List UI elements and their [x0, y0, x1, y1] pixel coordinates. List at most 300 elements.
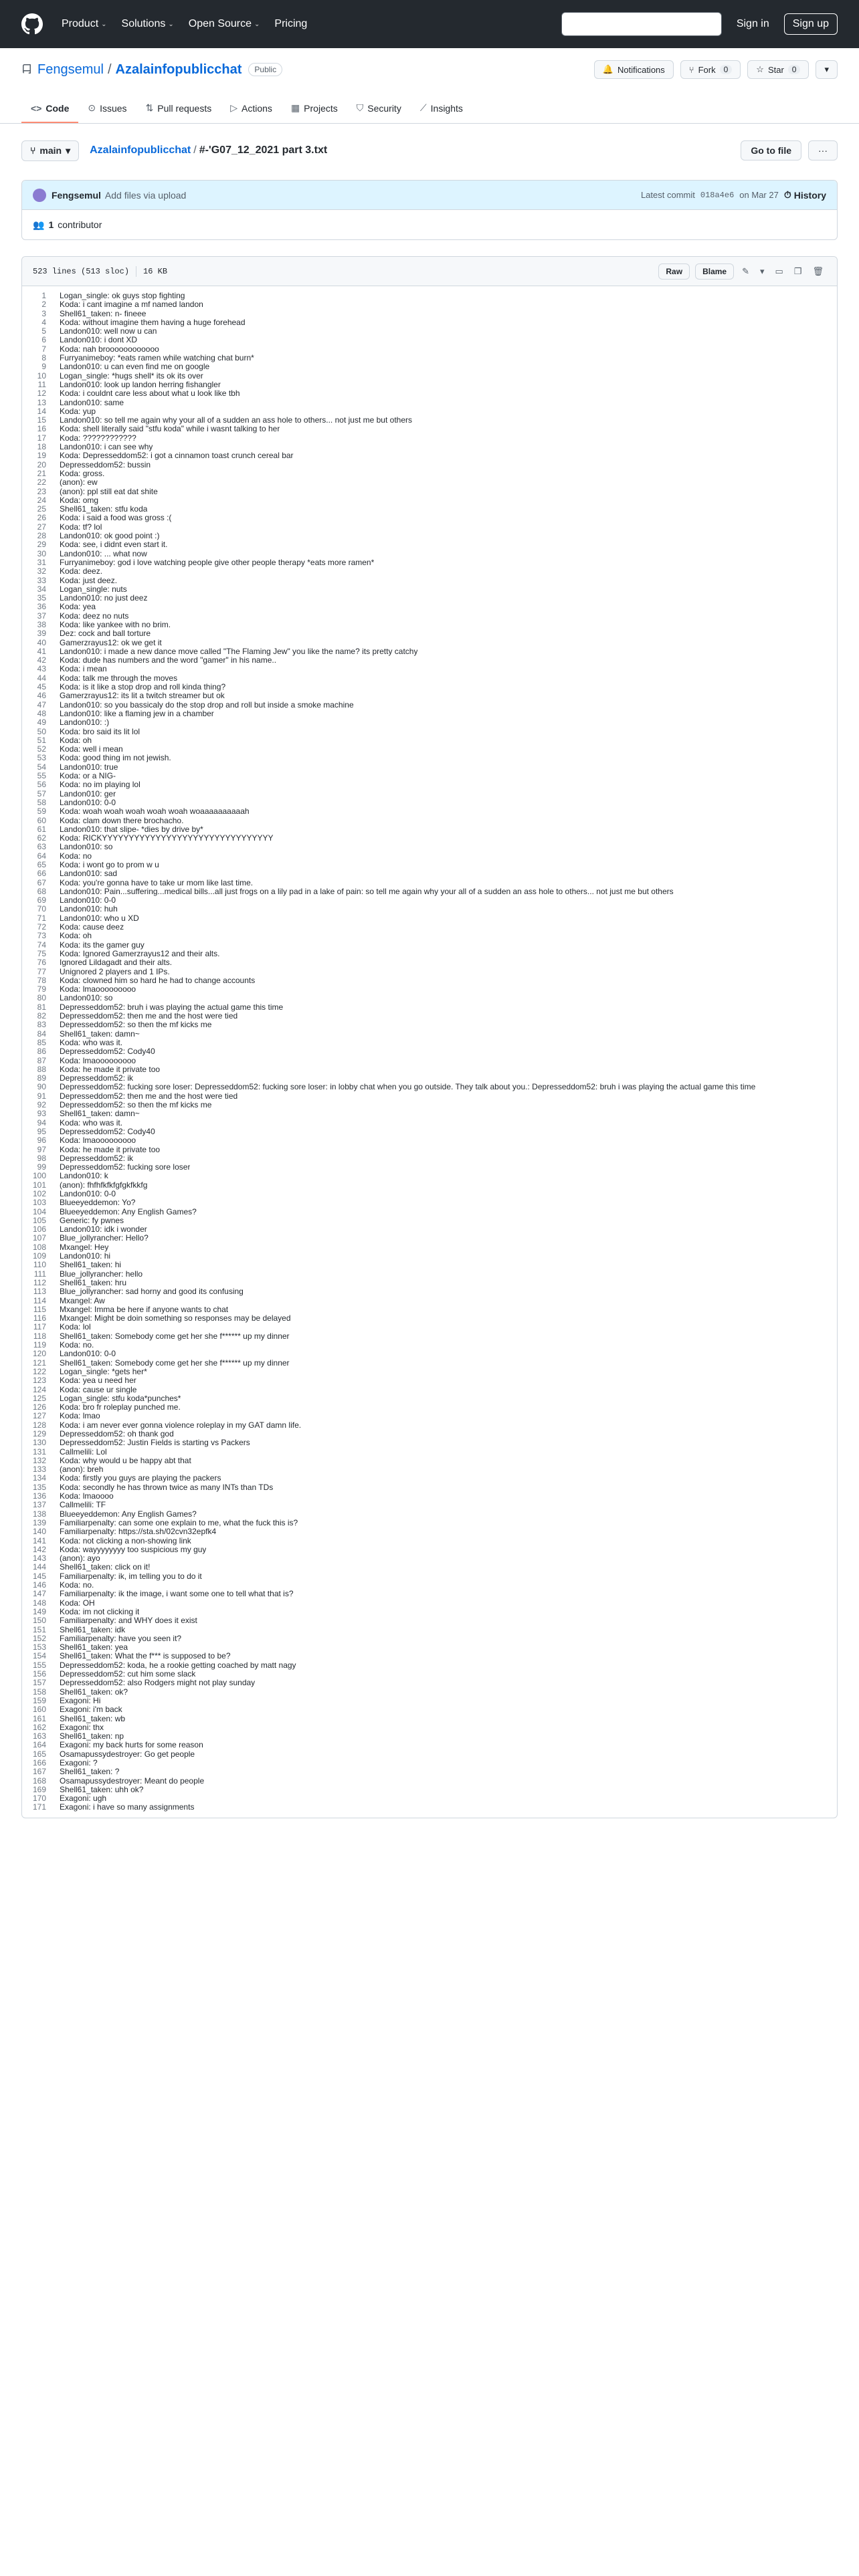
line-number[interactable]: 110 — [33, 1260, 46, 1270]
line-number[interactable]: 166 — [32, 1757, 46, 1767]
line-number[interactable]: 41 — [37, 646, 46, 656]
tab-pull-requests[interactable] — [136, 102, 221, 123]
line-number[interactable]: 59 — [37, 807, 46, 817]
line-number[interactable]: 131 — [32, 1446, 46, 1457]
line-number[interactable]: 150 — [32, 1616, 46, 1626]
go-to-file-button[interactable]: Go to file — [741, 140, 801, 160]
raw-button[interactable]: Raw — [658, 263, 690, 280]
line-number[interactable]: 50 — [37, 726, 46, 736]
line-number[interactable]: 77 — [37, 966, 46, 976]
line-number[interactable]: 98 — [37, 1153, 46, 1163]
line-number[interactable]: 142 — [32, 1544, 46, 1554]
line-text: Blueeyeddemon: Any English Games? — [60, 1207, 197, 1216]
line-number[interactable]: 149 — [32, 1606, 46, 1616]
line-number[interactable]: 75 — [37, 948, 46, 958]
code-line — [22, 1527, 837, 1536]
line-number[interactable]: 73 — [37, 931, 46, 941]
line-number[interactable]: 153 — [32, 1642, 46, 1652]
line-text: Koda: deez. — [60, 567, 103, 576]
line-number[interactable]: 159 — [32, 1695, 46, 1705]
line-number[interactable]: 123 — [32, 1376, 46, 1386]
line-number[interactable]: 107 — [32, 1233, 46, 1243]
code-line — [22, 1430, 837, 1438]
line-number[interactable]: 105 — [32, 1215, 46, 1225]
line-number[interactable]: 122 — [32, 1366, 46, 1376]
code-line — [22, 558, 837, 567]
line-number[interactable]: 140 — [32, 1527, 46, 1537]
commit-sha-link[interactable]: 018a4e6 — [700, 190, 735, 200]
line-number[interactable]: 144 — [32, 1562, 46, 1572]
line-number[interactable]: 21 — [37, 468, 46, 478]
code-line — [22, 1777, 837, 1786]
line-number[interactable]: 20 — [37, 459, 46, 469]
notifications-label: Notifications — [617, 64, 665, 75]
line-number[interactable]: 114 — [33, 1295, 46, 1305]
line-number[interactable]: 71 — [37, 913, 46, 923]
repo-separator: / — [107, 62, 112, 77]
tab-code[interactable] — [21, 103, 78, 123]
line-number[interactable]: 83 — [37, 1020, 46, 1030]
line-text: Landon010: 0-0 — [60, 896, 116, 905]
code-line — [22, 1616, 837, 1625]
line-number[interactable]: 132 — [32, 1455, 46, 1465]
line-number[interactable]: 79 — [37, 984, 46, 994]
code-line — [22, 1421, 837, 1430]
line-number[interactable]: 6 — [41, 335, 46, 345]
code-line — [22, 1021, 837, 1029]
line-number[interactable]: 104 — [32, 1206, 46, 1216]
line-text: Koda: oh — [60, 932, 92, 941]
line-number[interactable]: 72 — [37, 922, 46, 932]
line-number[interactable]: 125 — [32, 1393, 46, 1403]
line-number[interactable]: 160 — [32, 1705, 46, 1715]
line-number[interactable]: 90 — [37, 1082, 46, 1092]
line-number[interactable]: 119 — [33, 1340, 46, 1350]
line-number[interactable]: 101 — [32, 1180, 46, 1190]
line-number[interactable]: 14 — [37, 406, 46, 416]
notifications-button[interactable] — [594, 60, 674, 79]
line-number[interactable]: 92 — [37, 1100, 46, 1110]
line-number[interactable]: 31 — [37, 557, 46, 567]
history-link[interactable] — [784, 189, 826, 201]
code-line — [22, 718, 837, 727]
line-number[interactable]: 136 — [32, 1491, 46, 1501]
line-number[interactable]: 56 — [37, 780, 46, 790]
code-line — [22, 1537, 837, 1545]
line-number[interactable]: 81 — [37, 1002, 46, 1012]
line-number[interactable]: 117 — [33, 1322, 46, 1332]
line-number[interactable]: 128 — [32, 1420, 46, 1430]
code-line — [22, 994, 837, 1002]
line-text: Koda: i mean — [60, 665, 107, 674]
tab-projects-label: Projects — [304, 102, 338, 114]
line-number[interactable]: 148 — [32, 1598, 46, 1608]
line-number[interactable]: 13 — [37, 397, 46, 407]
branch-selector[interactable] — [21, 140, 79, 161]
line-number[interactable]: 28 — [37, 531, 46, 541]
line-number[interactable]: 146 — [32, 1580, 46, 1590]
line-number[interactable]: 10 — [37, 370, 46, 381]
line-number[interactable]: 17 — [37, 433, 46, 443]
contributors-count[interactable]: 1 — [48, 219, 54, 230]
line-number[interactable]: 8 — [41, 353, 46, 363]
line-number[interactable]: 89 — [37, 1073, 46, 1083]
more-options-button[interactable]: ··· — [808, 140, 838, 160]
line-number[interactable]: 51 — [37, 735, 46, 745]
line-number[interactable]: 162 — [32, 1722, 46, 1732]
line-text: Shell61_taken: np — [60, 1732, 124, 1741]
line-number[interactable]: 94 — [37, 1117, 46, 1128]
sign-in-link[interactable]: Sign in — [736, 18, 769, 29]
line-number[interactable]: 43 — [37, 664, 46, 674]
line-number[interactable]: 143 — [32, 1553, 46, 1564]
line-number[interactable]: 151 — [32, 1624, 46, 1634]
line-number[interactable]: 76 — [37, 958, 46, 968]
line-text: Landon010: look up landon herring fishangler — [60, 380, 221, 389]
line-number[interactable]: 97 — [37, 1144, 46, 1154]
code-line — [22, 1065, 837, 1074]
line-number[interactable]: 95 — [37, 1126, 46, 1136]
line-number[interactable]: 155 — [32, 1660, 46, 1670]
tab-actions[interactable] — [221, 102, 282, 123]
repo-owner-link[interactable]: Fengsemul — [37, 62, 104, 77]
tab-security[interactable] — [347, 102, 411, 123]
line-text: Mxangel: Hey — [60, 1243, 109, 1252]
line-text: Koda: Depresseddom52: i got a cinnamon toast crunch cereal bar — [60, 451, 294, 461]
line-number[interactable]: 36 — [37, 602, 46, 612]
line-text: Exagoni: i have so many assignments — [60, 1803, 195, 1812]
file-content — [22, 286, 837, 1818]
line-number[interactable]: 61 — [37, 824, 46, 834]
line-number[interactable]: 111 — [33, 1269, 46, 1279]
line-number[interactable]: 53 — [37, 753, 46, 763]
line-number[interactable]: 145 — [32, 1571, 46, 1581]
line-text: Shell61_taken: ? — [60, 1767, 120, 1777]
code-line — [22, 1394, 837, 1403]
history-label: History — [793, 189, 826, 201]
line-text: Depresseddom52: Justin Fields is starting vs Packers — [60, 1438, 250, 1448]
trash-icon[interactable]: 🗑 — [812, 265, 824, 276]
line-number[interactable]: 157 — [32, 1678, 46, 1688]
code-line — [22, 540, 837, 549]
code-line — [22, 1386, 837, 1394]
line-number[interactable]: 108 — [32, 1242, 46, 1252]
line-number[interactable]: 99 — [37, 1162, 46, 1172]
line-text: Mxangel: Might be doin something so responses may be delayed — [60, 1314, 291, 1323]
line-number[interactable]: 102 — [32, 1188, 46, 1198]
line-number[interactable]: 64 — [37, 851, 46, 861]
line-number[interactable]: 161 — [32, 1713, 46, 1723]
line-number[interactable]: 171 — [32, 1802, 46, 1812]
line-number[interactable]: 38 — [37, 619, 46, 629]
line-number[interactable]: 126 — [32, 1402, 46, 1412]
line-text: Familiarpenalty: can some one explain to me, what the fuck this is? — [60, 1518, 298, 1527]
line-number[interactable]: 138 — [32, 1509, 46, 1519]
line-number[interactable]: 39 — [37, 629, 46, 639]
line-number[interactable]: 33 — [37, 575, 46, 585]
file-toolbar — [658, 263, 826, 280]
line-number[interactable]: 15 — [37, 415, 46, 425]
line-number[interactable]: 5 — [41, 326, 46, 336]
line-number[interactable]: 55 — [37, 771, 46, 781]
line-text: Shell61_taken: Somebody come get her she f****** up my dinner — [60, 1331, 290, 1341]
repo-name-link[interactable]: Azalainfopublicchat — [115, 62, 242, 77]
people-icon: 👥 — [33, 219, 45, 230]
line-number[interactable]: 84 — [37, 1029, 46, 1039]
code-line — [22, 905, 837, 914]
line-number[interactable]: 115 — [33, 1304, 46, 1314]
line-number[interactable]: 26 — [37, 513, 46, 523]
line-number[interactable]: 46 — [37, 691, 46, 701]
line-number[interactable]: 129 — [32, 1429, 46, 1438]
line-text: Landon010: i can see why — [60, 443, 153, 452]
line-number[interactable]: 152 — [32, 1633, 46, 1643]
line-text: Logan_single: stfu koda*punches* — [60, 1394, 181, 1403]
code-line — [22, 1332, 837, 1341]
line-number[interactable]: 133 — [32, 1465, 46, 1475]
line-number[interactable]: 163 — [32, 1731, 46, 1741]
line-number[interactable]: 88 — [37, 1064, 46, 1074]
code-line — [22, 1030, 837, 1039]
global-header — [0, 0, 859, 48]
code-line — [22, 1794, 837, 1803]
line-number[interactable]: 137 — [32, 1500, 46, 1510]
line-text: Logan_single: ok guys stop fighting — [60, 292, 185, 300]
line-number[interactable]: 154 — [32, 1651, 46, 1661]
line-number[interactable]: 103 — [32, 1198, 46, 1208]
line-number[interactable]: 91 — [37, 1091, 46, 1101]
line-text: Koda: deez no nuts — [60, 611, 129, 621]
code-line — [22, 389, 837, 398]
line-text: Landon010: idk i wonder — [60, 1225, 147, 1235]
path-actions — [741, 140, 838, 160]
code-line — [22, 381, 837, 389]
line-number[interactable]: 45 — [37, 682, 46, 692]
line-number[interactable]: 67 — [37, 877, 46, 887]
line-text: Landon010: same — [60, 398, 124, 407]
line-number[interactable]: 18 — [37, 442, 46, 452]
nav-product[interactable] — [62, 18, 107, 30]
line-number[interactable]: 169 — [32, 1784, 46, 1794]
copy-icon[interactable]: ❐ — [793, 265, 802, 276]
line-text: Koda: is it like a stop drop and roll kinda thing? — [60, 683, 226, 692]
line-number[interactable]: 37 — [37, 611, 46, 621]
line-number[interactable]: 158 — [32, 1687, 46, 1697]
github-logo-icon[interactable] — [21, 13, 43, 35]
chevron-down-icon: ▾ — [824, 64, 829, 74]
line-number[interactable]: 86 — [37, 1047, 46, 1057]
line-number[interactable]: 85 — [37, 1037, 46, 1047]
line-number[interactable]: 29 — [37, 540, 46, 550]
line-number[interactable]: 49 — [37, 718, 46, 728]
line-number[interactable]: 7 — [41, 344, 46, 354]
line-number[interactable]: 16 — [37, 424, 46, 434]
file-size: 16 KB — [143, 266, 168, 276]
line-text: Depresseddom52: Cody40 — [60, 1127, 155, 1136]
line-number[interactable]: 70 — [37, 904, 46, 914]
line-number[interactable]: 4 — [41, 317, 46, 327]
line-number[interactable]: 120 — [32, 1349, 46, 1359]
line-number[interactable]: 54 — [37, 762, 46, 772]
line-number[interactable]: 168 — [32, 1776, 46, 1786]
line-text: Shell61_taken: hru — [60, 1278, 127, 1287]
line-text: Koda: or a NIG- — [60, 772, 116, 781]
nav-open-source-label: Open Source — [188, 18, 252, 29]
line-text: Koda: lmaooooooooo — [60, 985, 136, 994]
line-number[interactable]: 11 — [37, 379, 46, 389]
line-text: Koda: RICKYYYYYYYYYYYYYYYYYYYYYYYYYYYYYYYY — [60, 834, 274, 843]
line-number[interactable]: 44 — [37, 673, 46, 683]
avatar[interactable] — [33, 189, 46, 202]
line-number[interactable]: 78 — [37, 975, 46, 985]
blame-button[interactable]: Blame — [695, 263, 734, 280]
line-number[interactable]: 116 — [33, 1313, 46, 1323]
line-number[interactable]: 100 — [32, 1171, 46, 1181]
code-line — [22, 1563, 837, 1572]
line-number[interactable]: 60 — [37, 815, 46, 825]
line-number[interactable]: 3 — [41, 308, 46, 318]
line-number[interactable]: 68 — [37, 886, 46, 896]
line-number[interactable]: 58 — [37, 797, 46, 807]
nav-open-source[interactable] — [189, 18, 260, 30]
line-number[interactable]: 109 — [32, 1251, 46, 1261]
code-line — [22, 1723, 837, 1732]
code-line — [22, 639, 837, 647]
line-number[interactable]: 167 — [32, 1767, 46, 1777]
line-number[interactable]: 135 — [32, 1482, 46, 1492]
code-line — [22, 1190, 837, 1198]
line-number[interactable]: 34 — [37, 584, 46, 594]
line-text: Mxangel: Aw — [60, 1296, 105, 1305]
line-text: Shell61_taken: damn~ — [60, 1029, 140, 1039]
line-number[interactable]: 1 — [41, 291, 46, 300]
search-input[interactable] — [561, 12, 722, 36]
line-number[interactable]: 66 — [37, 869, 46, 879]
code-line — [22, 523, 837, 532]
line-text: Depresseddom52: ik — [60, 1074, 134, 1083]
line-number[interactable]: 82 — [37, 1011, 46, 1021]
code-line — [22, 318, 837, 327]
line-number[interactable]: 35 — [37, 593, 46, 603]
code-line — [22, 514, 837, 522]
breadcrumb-repo-link[interactable]: Azalainfopublicchat — [90, 144, 191, 156]
line-text: (anon): ayo — [60, 1554, 100, 1564]
line-number[interactable]: 130 — [32, 1438, 46, 1448]
line-number[interactable]: 48 — [37, 708, 46, 718]
file-path-row — [21, 124, 838, 177]
line-text: Koda: dude has numbers and the word "gamer" in his name.. — [60, 656, 277, 665]
line-text: Landon010: 0-0 — [60, 1350, 116, 1359]
line-number[interactable]: 57 — [37, 788, 46, 798]
star-dropdown-button[interactable] — [816, 60, 838, 79]
code-line — [22, 1216, 837, 1225]
star-button[interactable] — [747, 60, 809, 79]
line-number[interactable]: 30 — [37, 548, 46, 558]
line-number[interactable]: 118 — [33, 1331, 46, 1341]
tab-issues[interactable] — [78, 102, 136, 123]
line-number[interactable]: 134 — [32, 1473, 46, 1483]
line-number[interactable]: 113 — [33, 1287, 46, 1297]
breadcrumb-separator: / — [193, 144, 197, 156]
nav-solutions[interactable] — [122, 18, 174, 30]
line-number[interactable]: 80 — [37, 993, 46, 1003]
line-number[interactable]: 170 — [32, 1794, 46, 1804]
line-number[interactable]: 127 — [32, 1411, 46, 1421]
line-number[interactable]: 156 — [32, 1669, 46, 1679]
line-number[interactable]: 24 — [37, 495, 46, 505]
line-text: Shell61_taken: uhh ok? — [60, 1785, 144, 1794]
nav-pricing[interactable] — [274, 18, 307, 30]
line-number[interactable]: 62 — [37, 833, 46, 843]
line-number[interactable]: 74 — [37, 940, 46, 950]
latest-commit-label: Latest commit — [640, 190, 695, 200]
line-number[interactable]: 106 — [32, 1224, 46, 1235]
code-line — [22, 1679, 837, 1687]
line-number[interactable]: 63 — [37, 842, 46, 852]
line-number[interactable]: 69 — [37, 895, 46, 905]
line-text: Koda: see, i didnt even start it. — [60, 540, 168, 550]
line-number[interactable]: 65 — [37, 860, 46, 869]
contributors-label[interactable]: contributor — [58, 219, 102, 230]
line-number[interactable]: 23 — [37, 486, 46, 496]
code-line — [22, 665, 837, 673]
line-number[interactable]: 22 — [37, 477, 46, 488]
line-number[interactable]: 32 — [37, 566, 46, 576]
line-number[interactable]: 165 — [32, 1749, 46, 1759]
line-number[interactable]: 164 — [32, 1740, 46, 1750]
line-number[interactable]: 139 — [32, 1517, 46, 1527]
line-number[interactable]: 93 — [37, 1109, 46, 1119]
line-number[interactable]: 27 — [37, 522, 46, 532]
tab-projects[interactable] — [282, 102, 347, 123]
line-number[interactable]: 52 — [37, 744, 46, 754]
tab-insights[interactable] — [411, 102, 472, 123]
commit-message[interactable]: Add files via upload — [104, 189, 187, 201]
line-number[interactable]: 9 — [41, 362, 46, 372]
line-text: Koda: without imagine them having a huge forehead — [60, 318, 246, 327]
line-number[interactable]: 87 — [37, 1055, 46, 1065]
line-number[interactable]: 47 — [37, 700, 46, 710]
commit-author-link[interactable]: Fengsemul — [52, 189, 101, 201]
chevron-down-icon[interactable]: ▾ — [760, 265, 765, 276]
line-number[interactable]: 2 — [41, 300, 46, 310]
code-line — [22, 1483, 837, 1492]
line-number[interactable]: 40 — [37, 637, 46, 647]
line-text: Blueeyeddemon: Yo? — [60, 1198, 136, 1208]
line-text: Depresseddom52: ik — [60, 1154, 134, 1163]
repo-header — [0, 48, 859, 124]
global-nav — [62, 18, 322, 30]
line-number[interactable]: 12 — [37, 389, 46, 399]
sign-up-button[interactable]: Sign up — [784, 13, 838, 35]
line-number[interactable]: 112 — [33, 1277, 46, 1287]
line-number[interactable]: 124 — [32, 1384, 46, 1394]
line-text: Koda: talk me through the moves — [60, 673, 178, 683]
line-number[interactable]: 96 — [37, 1136, 46, 1146]
line-number[interactable]: 141 — [32, 1535, 46, 1545]
line-number[interactable]: 42 — [37, 655, 46, 665]
fork-button[interactable] — [680, 60, 741, 79]
branch-icon: ⑂ — [30, 145, 36, 156]
desktop-icon[interactable]: ▭ — [775, 265, 783, 276]
edit-icon[interactable]: ✎ — [742, 265, 749, 276]
line-number[interactable]: 25 — [37, 504, 46, 514]
line-number[interactable]: 19 — [37, 451, 46, 461]
line-number[interactable]: 121 — [32, 1358, 46, 1368]
code-line — [22, 469, 837, 478]
tab-security-label: Security — [367, 102, 401, 114]
line-number[interactable]: 147 — [32, 1589, 46, 1599]
